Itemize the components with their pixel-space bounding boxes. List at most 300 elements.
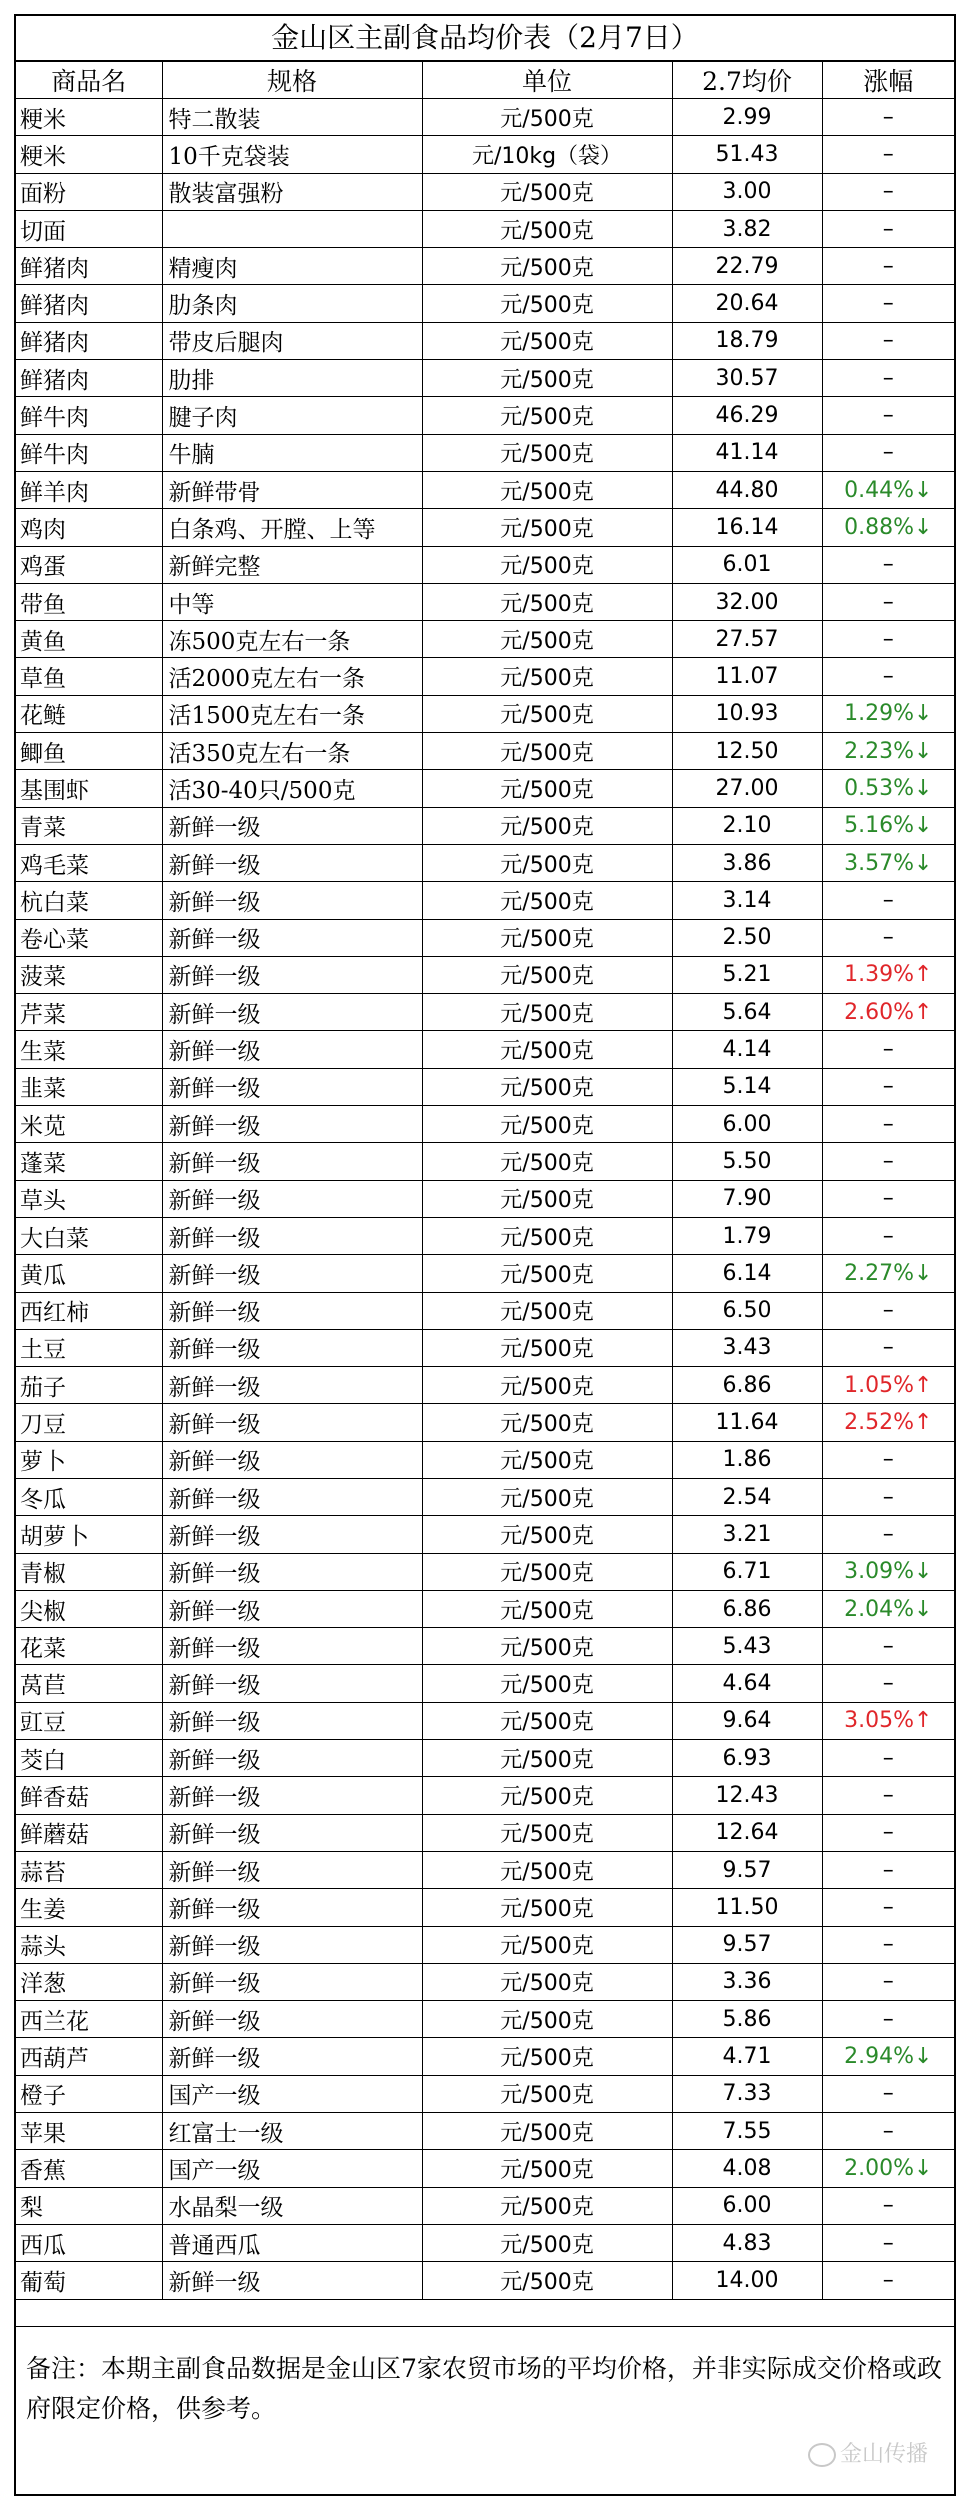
table-row — [16, 583, 954, 620]
cell-change: – — [822, 882, 954, 919]
watermark-text: 金山传播 — [839, 2442, 928, 2467]
cell-spec: 新鲜一级 — [162, 1106, 422, 1143]
cell-price: 51.43 — [672, 136, 822, 173]
header-change: 涨幅 — [822, 62, 954, 99]
cell-price: 41.14 — [672, 434, 822, 471]
cell-name: 香蕉 — [16, 2150, 162, 2187]
table-row — [16, 397, 954, 434]
cell-unit: 元/500克 — [422, 1590, 672, 1627]
cell-unit: 元/500克 — [422, 695, 672, 732]
cell-unit: 元/500克 — [422, 2113, 672, 2150]
cell-unit: 元/500克 — [422, 1516, 672, 1553]
cell-unit: 元/500克 — [422, 248, 672, 285]
table-row — [16, 1740, 954, 1777]
table-row — [16, 1404, 954, 1441]
cell-change: – — [822, 434, 954, 471]
cell-name: 茄子 — [16, 1367, 162, 1404]
table-row — [16, 1106, 954, 1143]
cell-price: 4.83 — [672, 2224, 822, 2261]
cell-unit: 元/500克 — [422, 1329, 672, 1366]
cell-change: – — [822, 136, 954, 173]
cell-unit: 元/500克 — [422, 882, 672, 919]
cell-price: 12.50 — [672, 733, 822, 770]
table-row — [16, 99, 954, 136]
cell-change: – — [822, 99, 954, 136]
cell-spec: 红富士一级 — [162, 2113, 422, 2150]
cell-unit: 元/500克 — [422, 1740, 672, 1777]
cell-spec: 新鲜一级 — [162, 1031, 422, 1068]
cell-name: 菠菜 — [16, 956, 162, 993]
cell-spec: 国产一级 — [162, 2075, 422, 2112]
table-row — [16, 1963, 954, 2000]
cell-price: 2.50 — [672, 919, 822, 956]
cell-change: – — [822, 2113, 954, 2150]
cell-price: 3.21 — [672, 1516, 822, 1553]
cell-change: 2.04%↓ — [822, 1590, 954, 1627]
table-row — [16, 2150, 954, 2187]
cell-unit: 元/500克 — [422, 2038, 672, 2075]
table-row — [16, 1478, 954, 1515]
cell-unit: 元/500克 — [422, 2150, 672, 2187]
cell-change: – — [822, 1628, 954, 1665]
cell-name: 西葫芦 — [16, 2038, 162, 2075]
table-row — [16, 621, 954, 658]
cell-unit: 元/500克 — [422, 1180, 672, 1217]
cell-spec: 新鲜一级 — [162, 2038, 422, 2075]
cell-name: 带鱼 — [16, 583, 162, 620]
cell-name: 莴苣 — [16, 1665, 162, 1702]
cell-name: 粳米 — [16, 99, 162, 136]
cell-unit: 元/500克 — [422, 919, 672, 956]
table-row — [16, 1516, 954, 1553]
table-row — [16, 807, 954, 844]
cell-unit: 元/10kg（袋） — [422, 136, 672, 173]
cell-name: 胡萝卜 — [16, 1516, 162, 1553]
table-row — [16, 360, 954, 397]
table-row — [16, 210, 954, 247]
table-row — [16, 1889, 954, 1926]
header-unit: 单位 — [422, 62, 672, 99]
cell-price: 16.14 — [672, 509, 822, 546]
cell-unit: 元/500克 — [422, 1814, 672, 1851]
cell-unit: 元/500克 — [422, 173, 672, 210]
cell-unit: 元/500克 — [422, 1478, 672, 1515]
cell-unit: 元/500克 — [422, 1963, 672, 2000]
cell-price: 5.21 — [672, 956, 822, 993]
weibo-icon — [808, 2443, 836, 2467]
cell-unit: 元/500克 — [422, 1255, 672, 1292]
table-row — [16, 919, 954, 956]
cell-unit: 元/500克 — [422, 583, 672, 620]
table-row — [16, 658, 954, 695]
cell-change: – — [822, 1740, 954, 1777]
cell-price: 3.82 — [672, 210, 822, 247]
table-row — [16, 1255, 954, 1292]
cell-change: 5.16%↓ — [822, 807, 954, 844]
cell-name: 蓬菜 — [16, 1143, 162, 1180]
cell-price: 46.29 — [672, 397, 822, 434]
cell-price: 3.14 — [672, 882, 822, 919]
cell-name: 冬瓜 — [16, 1478, 162, 1515]
cell-price: 3.00 — [672, 173, 822, 210]
table-row — [16, 2262, 954, 2299]
cell-spec: 新鲜一级 — [162, 1665, 422, 1702]
cell-spec: 新鲜一级 — [162, 2262, 422, 2299]
table-row — [16, 1590, 954, 1627]
cell-spec: 特二散装 — [162, 99, 422, 136]
cell-price: 4.71 — [672, 2038, 822, 2075]
cell-spec: 新鲜一级 — [162, 1255, 422, 1292]
table-row — [16, 434, 954, 471]
cell-change: – — [822, 621, 954, 658]
cell-change: – — [822, 1777, 954, 1814]
cell-price: 32.00 — [672, 583, 822, 620]
cell-price: 6.00 — [672, 1106, 822, 1143]
cell-spec: 活1500克左右一条 — [162, 695, 422, 732]
cell-spec: 新鲜一级 — [162, 1814, 422, 1851]
cell-name: 面粉 — [16, 173, 162, 210]
cell-price: 11.07 — [672, 658, 822, 695]
cell-name: 鸡肉 — [16, 509, 162, 546]
cell-change: – — [822, 2075, 954, 2112]
cell-spec: 新鲜一级 — [162, 1180, 422, 1217]
cell-price: 6.14 — [672, 1255, 822, 1292]
cell-unit: 元/500克 — [422, 397, 672, 434]
cell-unit: 元/500克 — [422, 1068, 672, 1105]
cell-spec: 新鲜一级 — [162, 1441, 422, 1478]
cell-price: 2.10 — [672, 807, 822, 844]
cell-name: 卷心菜 — [16, 919, 162, 956]
cell-name: 鸡毛菜 — [16, 844, 162, 881]
table-row — [16, 471, 954, 508]
cell-unit: 元/500克 — [422, 2224, 672, 2261]
cell-spec: 肋条肉 — [162, 285, 422, 322]
cell-price: 6.86 — [672, 1590, 822, 1627]
cell-name: 鲜羊肉 — [16, 471, 162, 508]
cell-unit: 元/500克 — [422, 770, 672, 807]
cell-unit: 元/500克 — [422, 1777, 672, 1814]
cell-spec: 新鲜一级 — [162, 1068, 422, 1105]
cell-change: 2.00%↓ — [822, 2150, 954, 2187]
table-row — [16, 2187, 954, 2224]
cell-price: 2.54 — [672, 1478, 822, 1515]
cell-price: 9.57 — [672, 1851, 822, 1888]
cell-unit: 元/500克 — [422, 1889, 672, 1926]
cell-unit: 元/500克 — [422, 621, 672, 658]
cell-change: – — [822, 397, 954, 434]
table-row — [16, 844, 954, 881]
cell-change: – — [822, 1180, 954, 1217]
cell-spec: 冻500克左右一条 — [162, 621, 422, 658]
table-row — [16, 509, 954, 546]
cell-name: 粳米 — [16, 136, 162, 173]
cell-spec: 活2000克左右一条 — [162, 658, 422, 695]
cell-name: 基围虾 — [16, 770, 162, 807]
cell-spec: 新鲜一级 — [162, 1143, 422, 1180]
cell-unit: 元/500克 — [422, 1926, 672, 1963]
cell-price: 4.64 — [672, 1665, 822, 1702]
cell-change: 2.52%↑ — [822, 1404, 954, 1441]
cell-name: 西瓜 — [16, 2224, 162, 2261]
cell-spec: 活350克左右一条 — [162, 733, 422, 770]
cell-change: – — [822, 173, 954, 210]
cell-unit: 元/500克 — [422, 322, 672, 359]
cell-unit: 元/500克 — [422, 1553, 672, 1590]
cell-name: 黄瓜 — [16, 1255, 162, 1292]
cell-unit: 元/500克 — [422, 434, 672, 471]
cell-spec: 新鲜一级 — [162, 844, 422, 881]
cell-name: 花鲢 — [16, 695, 162, 732]
table-row — [16, 1777, 954, 1814]
cell-change: 0.88%↓ — [822, 509, 954, 546]
cell-name: 切面 — [16, 210, 162, 247]
cell-spec: 新鲜一级 — [162, 1963, 422, 2000]
cell-name: 花菜 — [16, 1628, 162, 1665]
watermark — [808, 2437, 928, 2468]
table-row — [16, 1702, 954, 1739]
cell-spec: 新鲜一级 — [162, 1628, 422, 1665]
table-row — [16, 1031, 954, 1068]
cell-price: 10.93 — [672, 695, 822, 732]
cell-unit: 元/500克 — [422, 2187, 672, 2224]
header-spec: 规格 — [162, 62, 422, 99]
cell-price: 5.50 — [672, 1143, 822, 1180]
cell-unit: 元/500克 — [422, 1292, 672, 1329]
cell-unit: 元/500克 — [422, 1702, 672, 1739]
cell-change: – — [822, 360, 954, 397]
cell-name: 鲜蘑菇 — [16, 1814, 162, 1851]
table-row — [16, 1814, 954, 1851]
cell-spec: 水晶梨一级 — [162, 2187, 422, 2224]
cell-change: 3.57%↓ — [822, 844, 954, 881]
cell-change: – — [822, 1889, 954, 1926]
cell-name: 豇豆 — [16, 1702, 162, 1739]
cell-name: 青椒 — [16, 1553, 162, 1590]
cell-price: 3.43 — [672, 1329, 822, 1366]
table-row — [16, 2038, 954, 2075]
cell-change: – — [822, 1851, 954, 1888]
cell-spec: 新鲜完整 — [162, 546, 422, 583]
cell-name: 苹果 — [16, 2113, 162, 2150]
cell-price: 11.64 — [672, 1404, 822, 1441]
table-row — [16, 136, 954, 173]
table-row — [16, 546, 954, 583]
table-row — [16, 1292, 954, 1329]
cell-price: 6.01 — [672, 546, 822, 583]
cell-name: 土豆 — [16, 1329, 162, 1366]
cell-change: 2.94%↓ — [822, 2038, 954, 2075]
cell-name: 鲫鱼 — [16, 733, 162, 770]
cell-unit: 元/500克 — [422, 509, 672, 546]
cell-change: – — [822, 1292, 954, 1329]
table-row — [16, 1217, 954, 1254]
cell-change: – — [822, 1814, 954, 1851]
cell-change: 3.09%↓ — [822, 1553, 954, 1590]
cell-spec: 新鲜一级 — [162, 919, 422, 956]
cell-change: – — [822, 1329, 954, 1366]
cell-unit: 元/500克 — [422, 733, 672, 770]
cell-unit: 元/500克 — [422, 210, 672, 247]
table-row — [16, 1665, 954, 1702]
cell-change: – — [822, 322, 954, 359]
cell-spec: 新鲜一级 — [162, 1478, 422, 1515]
cell-price: 22.79 — [672, 248, 822, 285]
cell-spec: 新鲜一级 — [162, 1740, 422, 1777]
cell-price: 30.57 — [672, 360, 822, 397]
cell-change: – — [822, 919, 954, 956]
cell-name: 橙子 — [16, 2075, 162, 2112]
cell-name: 尖椒 — [16, 1590, 162, 1627]
table-body — [16, 99, 954, 2300]
cell-name: 刀豆 — [16, 1404, 162, 1441]
cell-change: 2.60%↑ — [822, 994, 954, 1031]
table-row — [16, 173, 954, 210]
cell-name: 生姜 — [16, 1889, 162, 1926]
cell-unit: 元/500克 — [422, 807, 672, 844]
cell-change: 0.53%↓ — [822, 770, 954, 807]
cell-spec: 新鲜一级 — [162, 1367, 422, 1404]
table-row — [16, 1367, 954, 1404]
cell-unit: 元/500克 — [422, 1404, 672, 1441]
cell-spec: 活30-40只/500克 — [162, 770, 422, 807]
table-row — [16, 1926, 954, 1963]
header-price: 2.7均价 — [672, 62, 822, 99]
cell-unit: 元/500克 — [422, 471, 672, 508]
table-row — [16, 1143, 954, 1180]
cell-change: – — [822, 1516, 954, 1553]
cell-price: 6.71 — [672, 1553, 822, 1590]
cell-price: 12.64 — [672, 1814, 822, 1851]
table-row — [16, 1068, 954, 1105]
cell-name: 杭白菜 — [16, 882, 162, 919]
page-title: 金山区主副食品均价表（2月7日） — [16, 16, 954, 62]
cell-change: – — [822, 1665, 954, 1702]
cell-price: 7.90 — [672, 1180, 822, 1217]
table-row — [16, 2075, 954, 2112]
table-row — [16, 956, 954, 993]
cell-change: 1.05%↑ — [822, 1367, 954, 1404]
cell-name: 葡萄 — [16, 2262, 162, 2299]
cell-name: 鲜猪肉 — [16, 360, 162, 397]
table-row — [16, 994, 954, 1031]
cell-price: 9.64 — [672, 1702, 822, 1739]
cell-change: – — [822, 1441, 954, 1478]
cell-name: 洋葱 — [16, 1963, 162, 2000]
cell-price: 1.79 — [672, 1217, 822, 1254]
cell-unit: 元/500克 — [422, 2075, 672, 2112]
cell-change: – — [822, 210, 954, 247]
cell-name: 茭白 — [16, 1740, 162, 1777]
cell-spec: 新鲜一级 — [162, 1516, 422, 1553]
cell-name: 萝卜 — [16, 1441, 162, 1478]
cell-spec: 新鲜一级 — [162, 2001, 422, 2038]
table-row — [16, 248, 954, 285]
cell-spec: 中等 — [162, 583, 422, 620]
cell-name: 鲜香菇 — [16, 1777, 162, 1814]
table-row — [16, 2113, 954, 2150]
table-row — [16, 770, 954, 807]
table-row — [16, 1441, 954, 1478]
cell-unit: 元/500克 — [422, 1217, 672, 1254]
cell-unit: 元/500克 — [422, 658, 672, 695]
cell-price: 4.08 — [672, 2150, 822, 2187]
cell-unit: 元/500克 — [422, 1106, 672, 1143]
cell-price: 6.50 — [672, 1292, 822, 1329]
cell-change: – — [822, 2001, 954, 2038]
cell-price: 6.00 — [672, 2187, 822, 2224]
cell-change: – — [822, 1106, 954, 1143]
cell-unit: 元/500克 — [422, 2262, 672, 2299]
cell-unit: 元/500克 — [422, 1367, 672, 1404]
table-row — [16, 1628, 954, 1665]
cell-price: 5.64 — [672, 994, 822, 1031]
cell-spec: 新鲜一级 — [162, 807, 422, 844]
cell-spec: 新鲜一级 — [162, 1329, 422, 1366]
cell-price: 6.86 — [672, 1367, 822, 1404]
cell-spec: 新鲜一级 — [162, 1851, 422, 1888]
cell-spec: 新鲜一级 — [162, 882, 422, 919]
cell-change: – — [822, 2187, 954, 2224]
table-row — [16, 2224, 954, 2261]
cell-name: 鲜猪肉 — [16, 322, 162, 359]
cell-change: – — [822, 658, 954, 695]
cell-unit: 元/500克 — [422, 1851, 672, 1888]
cell-change: 1.29%↓ — [822, 695, 954, 732]
cell-price: 9.57 — [672, 1926, 822, 1963]
cell-unit: 元/500克 — [422, 1665, 672, 1702]
cell-unit: 元/500克 — [422, 1628, 672, 1665]
cell-unit: 元/500克 — [422, 1031, 672, 1068]
cell-change: 2.27%↓ — [822, 1255, 954, 1292]
cell-change: – — [822, 248, 954, 285]
header-name: 商品名 — [16, 62, 162, 99]
cell-name: 蒜苔 — [16, 1851, 162, 1888]
cell-name: 米苋 — [16, 1106, 162, 1143]
cell-spec: 牛腩 — [162, 434, 422, 471]
cell-price: 44.80 — [672, 471, 822, 508]
cell-name: 大白菜 — [16, 1217, 162, 1254]
cell-price: 7.33 — [672, 2075, 822, 2112]
cell-spec: 国产一级 — [162, 2150, 422, 2187]
cell-spec: 带皮后腿肉 — [162, 322, 422, 359]
cell-price: 3.36 — [672, 1963, 822, 2000]
cell-change: – — [822, 1217, 954, 1254]
cell-price: 5.86 — [672, 2001, 822, 2038]
table-header-row — [16, 62, 954, 99]
cell-change: 3.05%↑ — [822, 1702, 954, 1739]
cell-change: – — [822, 285, 954, 322]
table-row — [16, 1851, 954, 1888]
table-row — [16, 1329, 954, 1366]
cell-change: – — [822, 1926, 954, 1963]
cell-unit: 元/500克 — [422, 546, 672, 583]
table-row — [16, 882, 954, 919]
cell-unit: 元/500克 — [422, 844, 672, 881]
cell-name: 草头 — [16, 1180, 162, 1217]
cell-name: 黄鱼 — [16, 621, 162, 658]
cell-change: – — [822, 583, 954, 620]
cell-price: 12.43 — [672, 1777, 822, 1814]
cell-spec: 普通西瓜 — [162, 2224, 422, 2261]
cell-spec: 腱子肉 — [162, 397, 422, 434]
cell-spec — [162, 210, 422, 247]
table-row — [16, 285, 954, 322]
cell-price: 7.55 — [672, 2113, 822, 2150]
cell-spec: 白条鸡、开膛、上等 — [162, 509, 422, 546]
cell-spec: 精瘦肉 — [162, 248, 422, 285]
cell-name: 韭菜 — [16, 1068, 162, 1105]
cell-price: 11.50 — [672, 1889, 822, 1926]
